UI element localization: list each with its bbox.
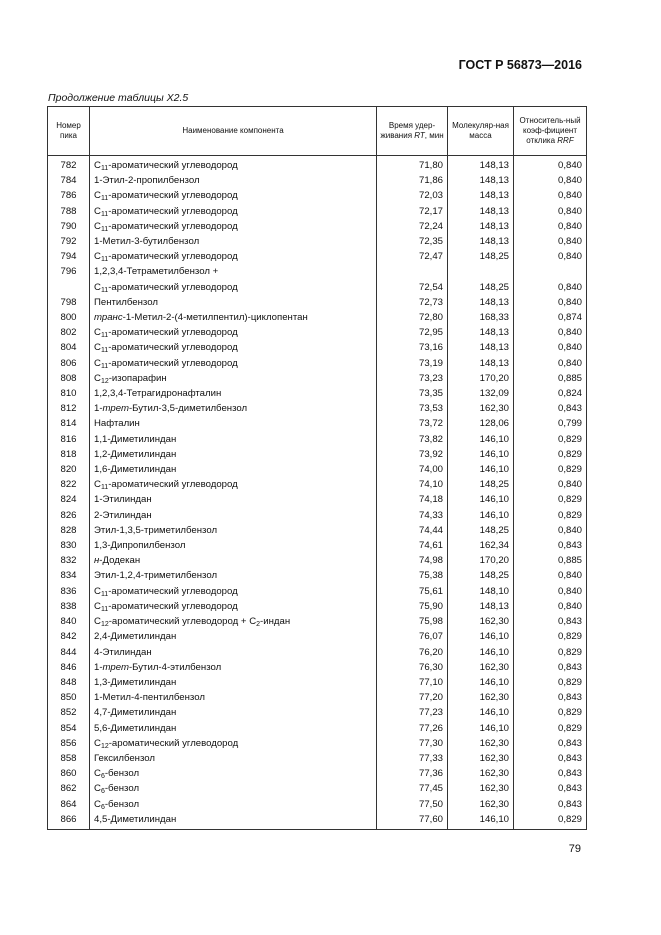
cell-peak-number: 788 xyxy=(48,204,90,219)
cell-rrf: 0,840 xyxy=(514,249,587,264)
cell-component-name: 1,2,3,4-Тетрагидронафталин xyxy=(90,386,377,401)
cell-molar-mass: 162,30 xyxy=(448,797,514,812)
cell-component-name: 1-Этил-2-пропилбензол xyxy=(90,173,377,188)
table-row xyxy=(48,356,587,371)
table-row xyxy=(48,386,587,401)
cell-molar-mass: 162,30 xyxy=(448,751,514,766)
table-row xyxy=(48,249,587,264)
cell-component-name: $C_6$-бензол xyxy=(90,797,377,812)
cell-molar-mass: 128,06 xyxy=(448,416,514,431)
table-row xyxy=(48,705,587,720)
cell-component-name: $C_{12}$-ароматический углеводород + $C_2$-индан xyxy=(90,614,377,629)
cell-peak-number: 792 xyxy=(48,234,90,249)
cell-molar-mass: 162,34 xyxy=(448,538,514,553)
cell-retention-time: 75,61 xyxy=(377,584,448,599)
cell-component-name: 1-трет-Бутил-3,5-диметилбензол xyxy=(90,401,377,416)
cell-rrf: 0,824 xyxy=(514,386,587,401)
cell-component-name: $C_{11}$-ароматический углеводород xyxy=(90,599,377,614)
cell-component-name: 1-Этилиндан xyxy=(90,492,377,507)
table-row xyxy=(48,523,587,538)
column-header-rrf: Относитель-ный коэф-фициент отклика RRF xyxy=(514,107,587,156)
cell-retention-time: 77,33 xyxy=(377,751,448,766)
cell-peak-number: 844 xyxy=(48,645,90,660)
cell-molar-mass: 148,13 xyxy=(448,219,514,234)
cell-component-name: Пентилбензол xyxy=(90,295,377,310)
cell-molar-mass: 162,30 xyxy=(448,736,514,751)
cell-peak-number: 852 xyxy=(48,705,90,720)
cell-component-name: 1,6-Диметилиндан xyxy=(90,462,377,477)
table-row xyxy=(48,751,587,766)
cell-molar-mass: 148,13 xyxy=(448,356,514,371)
cell-retention-time: 72,54 xyxy=(377,264,448,294)
table-row xyxy=(48,812,587,830)
cell-component-name: 4,7-Диметилиндан xyxy=(90,705,377,720)
cell-molar-mass: 146,10 xyxy=(448,447,514,462)
cell-component-name: $C_6$-бензол xyxy=(90,781,377,796)
table-row xyxy=(48,614,587,629)
cell-peak-number: 840 xyxy=(48,614,90,629)
cell-component-name: Гексилбензол xyxy=(90,751,377,766)
cell-peak-number: 786 xyxy=(48,188,90,203)
cell-peak-number: 828 xyxy=(48,523,90,538)
cell-component-name: 1-Метил-4-пентилбензол xyxy=(90,690,377,705)
table-row xyxy=(48,477,587,492)
cell-component-name: 4,5-Диметилиндан xyxy=(90,812,377,830)
cell-rrf: 0,829 xyxy=(514,721,587,736)
table-row xyxy=(48,340,587,355)
cell-rrf: 0,843 xyxy=(514,401,587,416)
cell-component-name: Этил-1,2,4-триметилбензол xyxy=(90,568,377,583)
cell-component-name: $C_6$-бензол xyxy=(90,766,377,781)
column-header-peak: Номер пика xyxy=(48,107,90,156)
cell-retention-time: 74,10 xyxy=(377,477,448,492)
cell-peak-number: 860 xyxy=(48,766,90,781)
cell-peak-number: 808 xyxy=(48,371,90,386)
cell-peak-number: 812 xyxy=(48,401,90,416)
cell-molar-mass: 148,25 xyxy=(448,249,514,264)
cell-rrf: 0,840 xyxy=(514,356,587,371)
cell-retention-time: 75,38 xyxy=(377,568,448,583)
cell-component-name: 1,1-Диметилиндан xyxy=(90,432,377,447)
cell-component-name: 4-Этилиндан xyxy=(90,645,377,660)
cell-retention-time: 73,92 xyxy=(377,447,448,462)
cell-rrf: 0,874 xyxy=(514,310,587,325)
page-number: 79 xyxy=(568,843,581,855)
cell-component-name: 2-Этилиндан xyxy=(90,508,377,523)
cell-component-name: 1,2-Диметилиндан xyxy=(90,447,377,462)
cell-component-name: $C_{11}$-ароматический углеводород xyxy=(90,156,377,174)
cell-retention-time: 77,36 xyxy=(377,766,448,781)
cell-component-name: Нафталин xyxy=(90,416,377,431)
cell-peak-number: 782 xyxy=(48,156,90,174)
cell-peak-number: 856 xyxy=(48,736,90,751)
cell-rrf: 0,840 xyxy=(514,234,587,249)
table-row xyxy=(48,721,587,736)
table-header-row xyxy=(48,107,587,156)
cell-retention-time: 73,82 xyxy=(377,432,448,447)
cell-retention-time: 71,80 xyxy=(377,156,448,174)
cell-molar-mass: 132,09 xyxy=(448,386,514,401)
cell-component-name: $C_{11}$-ароматический углеводород xyxy=(90,204,377,219)
cell-peak-number: 800 xyxy=(48,310,90,325)
cell-retention-time: 72,47 xyxy=(377,249,448,264)
cell-rrf: 0,829 xyxy=(514,492,587,507)
cell-molar-mass: 148,13 xyxy=(448,295,514,310)
cell-molar-mass: 148,13 xyxy=(448,188,514,203)
cell-peak-number: 794 xyxy=(48,249,90,264)
cell-component-name: Этил-1,3,5-триметилбензол xyxy=(90,523,377,538)
cell-rrf: 0,829 xyxy=(514,705,587,720)
cell-peak-number: 848 xyxy=(48,675,90,690)
cell-rrf: 0,843 xyxy=(514,736,587,751)
cell-rrf: 0,840 xyxy=(514,477,587,492)
table-row xyxy=(48,371,587,386)
cell-peak-number: 836 xyxy=(48,584,90,599)
table-row xyxy=(48,416,587,431)
cell-component-name: $C_{11}$-ароматический углеводород xyxy=(90,325,377,340)
cell-retention-time: 77,10 xyxy=(377,675,448,690)
cell-rrf: 0,840 xyxy=(514,204,587,219)
cell-retention-time: 77,30 xyxy=(377,736,448,751)
cell-rrf: 0,843 xyxy=(514,614,587,629)
components-table xyxy=(47,106,587,830)
cell-retention-time: 72,35 xyxy=(377,234,448,249)
cell-rrf: 0,843 xyxy=(514,766,587,781)
cell-component-name xyxy=(90,264,377,294)
table-row xyxy=(48,234,587,249)
cell-component-name: $C_{12}$-изопарафин xyxy=(90,371,377,386)
cell-retention-time: 77,23 xyxy=(377,705,448,720)
cell-retention-time: 77,60 xyxy=(377,812,448,830)
cell-retention-time: 73,53 xyxy=(377,401,448,416)
cell-rrf: 0,840 xyxy=(514,188,587,203)
cell-molar-mass: 146,10 xyxy=(448,812,514,830)
cell-molar-mass: 148,13 xyxy=(448,156,514,174)
table-row xyxy=(48,797,587,812)
table-row xyxy=(48,325,587,340)
cell-retention-time: 72,17 xyxy=(377,204,448,219)
cell-component-name: 1-Метил-3-бутилбензол xyxy=(90,234,377,249)
cell-component-name: 1,3-Диметилиндан xyxy=(90,675,377,690)
cell-retention-time: 73,72 xyxy=(377,416,448,431)
cell-peak-number: 816 xyxy=(48,432,90,447)
table-row xyxy=(48,645,587,660)
cell-molar-mass: 148,13 xyxy=(448,599,514,614)
cell-peak-number: 798 xyxy=(48,295,90,310)
table-row xyxy=(48,599,587,614)
cell-retention-time: 74,00 xyxy=(377,462,448,477)
cell-molar-mass: 148,25 xyxy=(448,264,514,294)
cell-peak-number: 806 xyxy=(48,356,90,371)
column-header-molar-mass: Молекуляр-ная масса xyxy=(448,107,514,156)
cell-retention-time: 74,33 xyxy=(377,508,448,523)
cell-retention-time: 72,03 xyxy=(377,188,448,203)
cell-rrf: 0,840 xyxy=(514,325,587,340)
cell-molar-mass: 146,10 xyxy=(448,462,514,477)
cell-rrf: 0,840 xyxy=(514,264,587,294)
cell-peak-number: 802 xyxy=(48,325,90,340)
table-row xyxy=(48,432,587,447)
cell-peak-number: 858 xyxy=(48,751,90,766)
table-row xyxy=(48,584,587,599)
cell-component-name: $C_{12}$-ароматический углеводород xyxy=(90,736,377,751)
cell-molar-mass: 148,25 xyxy=(448,568,514,583)
cell-retention-time: 77,26 xyxy=(377,721,448,736)
cell-molar-mass: 146,10 xyxy=(448,721,514,736)
cell-rrf: 0,840 xyxy=(514,599,587,614)
cell-component-name: 1-трет-Бутил-4-этилбензол xyxy=(90,660,377,675)
table-caption: Продолжение таблицы X2.5 xyxy=(48,92,189,104)
cell-retention-time: 71,86 xyxy=(377,173,448,188)
column-header-name: Наименование компонента xyxy=(90,107,377,156)
table-row xyxy=(48,736,587,751)
cell-molar-mass: 148,25 xyxy=(448,477,514,492)
cell-retention-time: 72,95 xyxy=(377,325,448,340)
cell-rrf: 0,829 xyxy=(514,508,587,523)
cell-peak-number: 814 xyxy=(48,416,90,431)
cell-molar-mass: 170,20 xyxy=(448,371,514,386)
cell-rrf: 0,829 xyxy=(514,462,587,477)
table-row xyxy=(48,568,587,583)
cell-retention-time: 77,45 xyxy=(377,781,448,796)
cell-molar-mass: 162,30 xyxy=(448,660,514,675)
cell-rrf: 0,840 xyxy=(514,584,587,599)
table-row xyxy=(48,295,587,310)
cell-peak-number: 854 xyxy=(48,721,90,736)
cell-peak-number: 796 xyxy=(48,264,90,294)
cell-component-name: $C_{11}$-ароматический углеводород xyxy=(90,584,377,599)
cell-molar-mass: 146,10 xyxy=(448,432,514,447)
cell-rrf: 0,829 xyxy=(514,432,587,447)
cell-molar-mass: 148,13 xyxy=(448,325,514,340)
cell-peak-number: 810 xyxy=(48,386,90,401)
cell-peak-number: 822 xyxy=(48,477,90,492)
cell-peak-number: 846 xyxy=(48,660,90,675)
cell-rrf: 0,840 xyxy=(514,295,587,310)
cell-molar-mass: 148,13 xyxy=(448,340,514,355)
cell-retention-time: 73,23 xyxy=(377,371,448,386)
cell-rrf: 0,843 xyxy=(514,797,587,812)
cell-molar-mass: 146,10 xyxy=(448,629,514,644)
cell-rrf: 0,829 xyxy=(514,812,587,830)
cell-molar-mass: 146,10 xyxy=(448,492,514,507)
cell-component-name: $C_{11}$-ароматический углеводород xyxy=(90,477,377,492)
table-row xyxy=(48,188,587,203)
cell-rrf: 0,829 xyxy=(514,629,587,644)
cell-rrf: 0,829 xyxy=(514,447,587,462)
cell-rrf: 0,843 xyxy=(514,781,587,796)
cell-molar-mass: 148,13 xyxy=(448,173,514,188)
cell-molar-mass: 162,30 xyxy=(448,614,514,629)
cell-retention-time: 74,98 xyxy=(377,553,448,568)
cell-component-name: $C_{11}$-ароматический углеводород xyxy=(90,356,377,371)
table-row xyxy=(48,219,587,234)
table-row xyxy=(48,781,587,796)
cell-retention-time: 74,61 xyxy=(377,538,448,553)
cell-component-name: 2,4-Диметилиндан xyxy=(90,629,377,644)
cell-peak-number: 838 xyxy=(48,599,90,614)
cell-retention-time: 75,90 xyxy=(377,599,448,614)
cell-peak-number: 784 xyxy=(48,173,90,188)
cell-molar-mass: 148,13 xyxy=(448,204,514,219)
cell-molar-mass: 162,30 xyxy=(448,766,514,781)
table-row xyxy=(48,447,587,462)
cell-peak-number: 862 xyxy=(48,781,90,796)
table-row xyxy=(48,766,587,781)
cell-component-name: $C_{11}$-ароматический углеводород xyxy=(90,249,377,264)
cell-retention-time: 73,19 xyxy=(377,356,448,371)
cell-retention-time: 75,98 xyxy=(377,614,448,629)
cell-rrf: 0,843 xyxy=(514,538,587,553)
cell-rrf: 0,840 xyxy=(514,523,587,538)
table-row xyxy=(48,401,587,416)
cell-component-name: $C_{11}$-ароматический углеводород xyxy=(90,340,377,355)
cell-component-name: 1,3-Дипропилбензол xyxy=(90,538,377,553)
cell-component-name: 5,6-Диметилиндан xyxy=(90,721,377,736)
cell-peak-number: 804 xyxy=(48,340,90,355)
cell-rrf: 0,829 xyxy=(514,645,587,660)
cell-retention-time: 76,20 xyxy=(377,645,448,660)
cell-retention-time: 74,18 xyxy=(377,492,448,507)
cell-retention-time: 76,07 xyxy=(377,629,448,644)
cell-peak-number: 820 xyxy=(48,462,90,477)
table-row xyxy=(48,462,587,477)
table-row xyxy=(48,538,587,553)
cell-rrf: 0,885 xyxy=(514,553,587,568)
table-row xyxy=(48,492,587,507)
cell-rrf: 0,840 xyxy=(514,219,587,234)
cell-retention-time: 77,20 xyxy=(377,690,448,705)
cell-peak-number: 866 xyxy=(48,812,90,830)
cell-molar-mass: 168,33 xyxy=(448,310,514,325)
cell-rrf: 0,799 xyxy=(514,416,587,431)
cell-retention-time: 76,30 xyxy=(377,660,448,675)
component-name-line: $C_{11}$-ароматический углеводород xyxy=(94,281,238,294)
cell-rrf: 0,840 xyxy=(514,568,587,583)
cell-molar-mass: 162,30 xyxy=(448,781,514,796)
table-row xyxy=(48,508,587,523)
cell-retention-time: 73,35 xyxy=(377,386,448,401)
cell-peak-number: 832 xyxy=(48,553,90,568)
cell-component-name: $C_{11}$-ароматический углеводород xyxy=(90,219,377,234)
table-row xyxy=(48,660,587,675)
cell-molar-mass: 148,13 xyxy=(448,234,514,249)
cell-molar-mass: 146,10 xyxy=(448,675,514,690)
cell-rrf: 0,843 xyxy=(514,751,587,766)
cell-rrf: 0,843 xyxy=(514,690,587,705)
cell-retention-time: 74,44 xyxy=(377,523,448,538)
cell-rrf: 0,840 xyxy=(514,340,587,355)
cell-peak-number: 790 xyxy=(48,219,90,234)
cell-component-name: $C_{11}$-ароматический углеводород xyxy=(90,188,377,203)
cell-peak-number: 824 xyxy=(48,492,90,507)
cell-molar-mass: 148,10 xyxy=(448,584,514,599)
table-row xyxy=(48,310,587,325)
table-row xyxy=(48,173,587,188)
cell-molar-mass: 162,30 xyxy=(448,690,514,705)
cell-retention-time: 72,73 xyxy=(377,295,448,310)
table-row xyxy=(48,156,587,174)
cell-rrf: 0,843 xyxy=(514,660,587,675)
table-row xyxy=(48,264,587,294)
cell-rrf: 0,840 xyxy=(514,156,587,174)
cell-molar-mass: 146,10 xyxy=(448,508,514,523)
cell-peak-number: 842 xyxy=(48,629,90,644)
table-row xyxy=(48,553,587,568)
cell-retention-time: 77,50 xyxy=(377,797,448,812)
component-name-line: 1,2,3,4-Тетраметилбензол + xyxy=(94,266,219,278)
table-row xyxy=(48,204,587,219)
cell-molar-mass: 162,30 xyxy=(448,401,514,416)
column-header-retention-time: Время удер-живания RT, мин xyxy=(377,107,448,156)
table-row xyxy=(48,629,587,644)
cell-retention-time: 72,24 xyxy=(377,219,448,234)
cell-rrf: 0,885 xyxy=(514,371,587,386)
cell-peak-number: 830 xyxy=(48,538,90,553)
cell-peak-number: 864 xyxy=(48,797,90,812)
cell-rrf: 0,840 xyxy=(514,173,587,188)
cell-peak-number: 850 xyxy=(48,690,90,705)
table-row xyxy=(48,675,587,690)
cell-retention-time: 72,80 xyxy=(377,310,448,325)
table-row xyxy=(48,690,587,705)
cell-peak-number: 818 xyxy=(48,447,90,462)
cell-retention-time: 73,16 xyxy=(377,340,448,355)
document-code: ГОСТ Р 56873—2016 xyxy=(458,58,582,72)
cell-component-name: транс-1-Метил-2-(4-метилпентил)-циклопентан xyxy=(90,310,377,325)
cell-molar-mass: 170,20 xyxy=(448,553,514,568)
cell-peak-number: 826 xyxy=(48,508,90,523)
cell-rrf: 0,829 xyxy=(514,675,587,690)
cell-molar-mass: 146,10 xyxy=(448,645,514,660)
cell-peak-number: 834 xyxy=(48,568,90,583)
cell-molar-mass: 146,10 xyxy=(448,705,514,720)
cell-component-name: н-Додекан xyxy=(90,553,377,568)
cell-molar-mass: 148,25 xyxy=(448,523,514,538)
